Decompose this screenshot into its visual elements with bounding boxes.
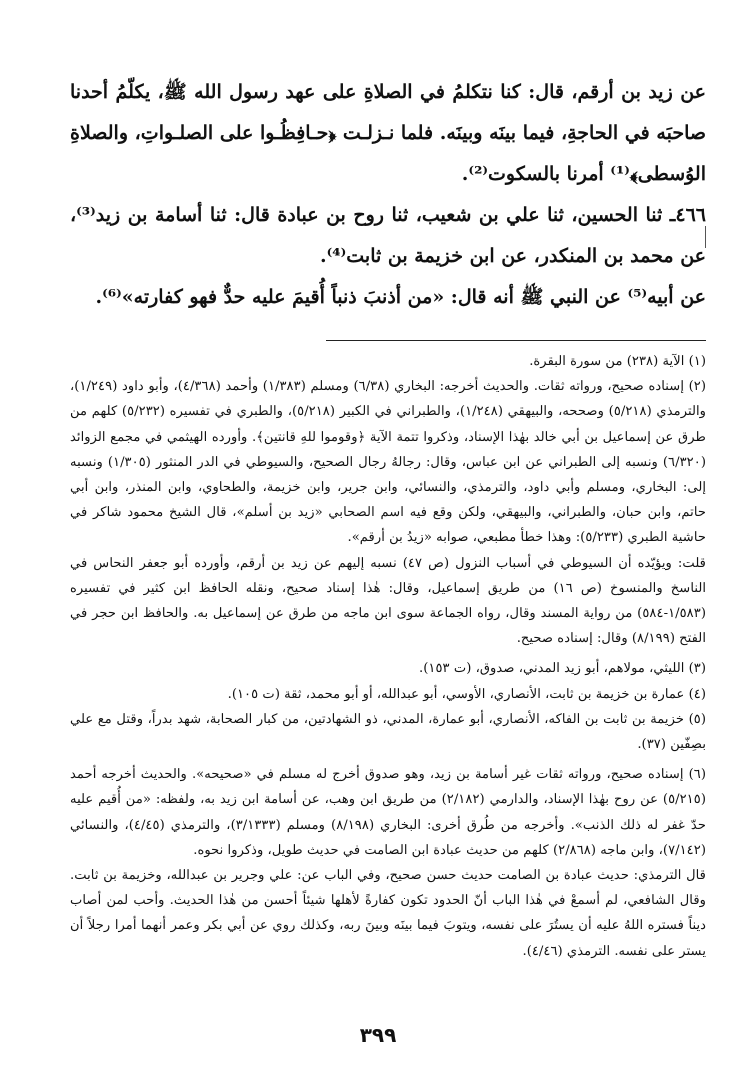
footnote-2-continued: قلت: ويؤيّده أن السيوطي في أسباب النزول (ص ٤٧) نسبه إليهم عن زيد بن أرقم، وأورده أبو جعفر النحاس في الناسخ والمنسوخ (ص ١٦) من طريق إسماعيل، وقال: هٰذا إسناد صحيح، ونقله الحافظ ابن كثير في تفسيره (١/٥٨٣-٥٨٤) من رواية المسند وقال، رواه الجماعة سوى ابن ماجه من طرق عن إسماعيل به. والحافظ ابن حجر في الفتح (٨/١٩٩) وقال: إسناده صحيح. (70, 555, 706, 647)
footnote-1: (١) الآية (٢٣٨) من سورة البقرة. (529, 354, 706, 369)
footnotes (70, 349, 706, 964)
footnote-5: (٥) خزيمة بن ثابت بن الفاكه، الأنصاري، أبو عمارة، المدني، ذو الشهادتين، من كبار الصحابة، شهد بدراً، وقتل مع علي بصِفّين (٣٧). (70, 711, 706, 753)
page-content (70, 72, 706, 964)
main-text (70, 72, 706, 318)
footnote-3: (٣) الليثي، مولاهم، أبو زيد المدني، صدوق، (ت ١٥٣). (419, 661, 706, 677)
main-paragraph-3: عن أبيه⁽⁵⁾ عن النبي ﷺ أنه قال: «من أذنبَ ذنباً أُقيمَ عليه حدٌّ فهو كفارته»⁽⁶⁾. (95, 286, 706, 308)
footnote-6-continued: قال الترمذي: حديث عبادة بن الصامت حديث حسن صحيح، وفي الباب عن: علي وجرير بن عبدالله، وخزيمة بن ثابت. وقال الشافعي، لم أسمعْ في هٰذا الباب أنّ الحدود تكون كفارةً لأهلها شيئاً أحسن من هٰذا الحديث. وأحب لمن أصاب ديناً فستره اللهُ عليه أن يستُرَ على نفسه، ويتوبَ فيما بينَه وبينَ ربه، وكذلك روي عن أبي بكر وعمر أنهما أمرا رجلاً أن يستر على نفسه. الترمذي (٤/٤٦). (70, 868, 706, 959)
footnote-2: (٢) إسناده صحيح، ورواته ثقات. والحديث أخرجه: البخاري (٦/٣٨) ومسلم (١/٣٨٣) وأحمد (٤/٣٦٨)، وأبو داود (١/٢٤٩)، والترمذي (٥/٢١٨) وصححه، والبيهقي (١/٢٤٨)، والطبراني في الكبير (٥/٢١٨)، والطبري في تفسيره (٥/٢٣٢) كلهم من طرق عن إسماعيل بن أبي خالد بهٰذا الإسناد، وذكروا تتمة الآية ﴿وقوموا للهِ قانتين﴾. وأورده الهيثمي في مجمع الزوائد (٦/٣٢٠) ونسبه إلى الطبراني عن ابن عباس، وقال: رجالهُ رجال الصحيح، والسيوطي في الدر المنثور (١/٣٠٥) ونسبه إلى: البخاري، ومسلم وأبي داود، والترمذي، والنسائي، وابن جرير، وابن خزيمة، والطحاوي، وابن المنذر، وابن أبي حاتم، وابن حبان، والطبراني، والبيهقي، ولكن وقع فيه اسم الصحابي «زيد بن أسلم»، قال الشيخ محمود شاكر في حاشية الطبري (٥/٢٣٣): وهذا خطأ مطبعي، صوابه «زيدُ بن أرقم». (70, 379, 707, 546)
main-paragraph-2: ٤٦٦ـ ثنا الحسين، ثنا علي بن شعيب، ثنا روح بن عبادة قال: ثنا أسامة بن زيد⁽³⁾، عن محمد بن المنكدر، عن ابن خزيمة بن ثابت⁽⁴⁾. (70, 204, 706, 267)
footnote-divider (326, 340, 706, 341)
footnote-4: (٤) عمارة بن خزيمة بن ثابت، الأنصاري، الأوسي، أبو عبدالله، أو أبو محمد، ثقة (ت ١٠٥). (227, 686, 706, 702)
main-paragraph-1: عن زيد بن أرقم، قال: كنا نتكلمُ في الصلاةِ على عهد رسول الله ﷺ، يكلّمُ أحدنا صاحبَه في الحاجةِ، فيما بينَه وبينَه. فلما نـزلـت ﴿حـافِظُـوا على الصلـواتِ، والصلاةِ الوُسطى﴾⁽¹⁾ أمرنا بالسكوت⁽²⁾. (70, 81, 706, 185)
footnote-6: (٦) إسناده صحيح، ورواته ثقات غير أسامة بن زيد، وهو صدوق أخرج له مسلم في «صحيحه». والحديث أخرجه أحمد (٥/٢١٥) عن روح بهٰذا الإسناد، والدارمي (٢/١٨٢) من طريق ابن وهب، عن أسامة ابن زيد به، ولفظه: «من أُقيم عليه حدّ غفر له ذلك الذنب». وأخرجه من طُرق أخرى: البخاري (٨/١٩٨) ومسلم (٣/١٣٣٣)، والترمذي (٤/٤٥)، والنسائي (٧/١٤٢)، وابن ماجه (٢/٨٦٨) كلهم من حديث عبادة ابن الصامت في حديث طويل، وذكروا نحوه. (70, 767, 707, 858)
page-number: ٣٩٩ (359, 1023, 397, 1047)
